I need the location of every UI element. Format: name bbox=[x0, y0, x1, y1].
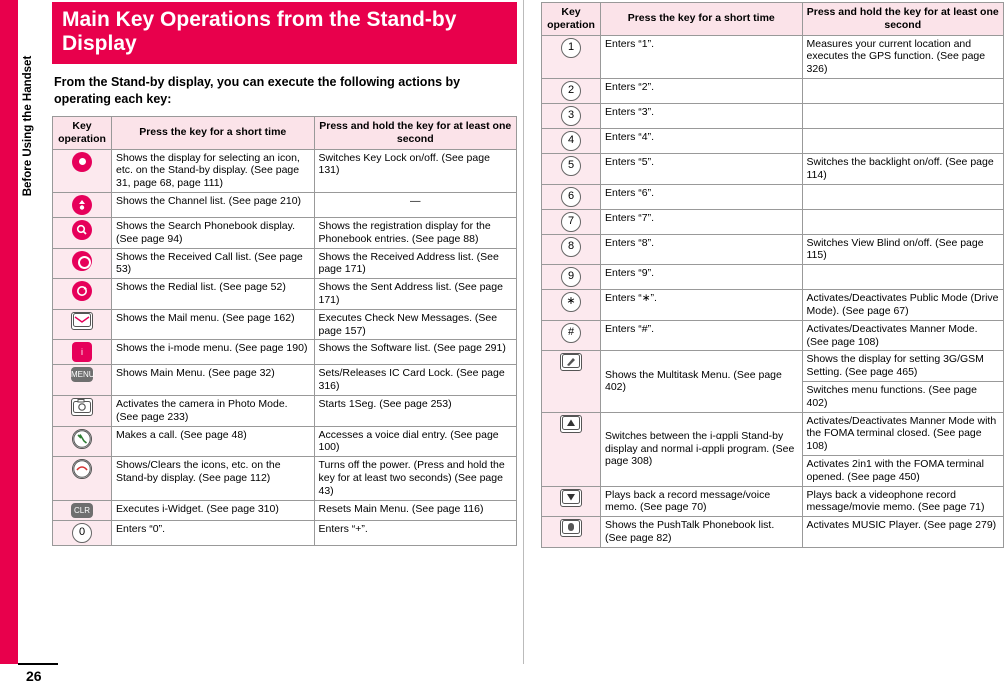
key-7-glyph: 7 bbox=[561, 212, 581, 232]
side-up-key-icon bbox=[542, 412, 601, 486]
key-1-icon bbox=[542, 35, 601, 78]
header-key-operation: Key operation bbox=[53, 117, 112, 150]
row-short-text: Shows the Channel list. (See page 210) bbox=[112, 193, 315, 218]
pushtalk-key-glyph bbox=[560, 519, 582, 537]
row-long-text: Shows the Sent Address list. (See page 171) bbox=[314, 279, 517, 310]
row-short-text: Enters “4”. bbox=[601, 128, 803, 153]
key-3-icon bbox=[542, 103, 601, 128]
camera-key-icon bbox=[53, 395, 112, 426]
row-long-text: Shows the registration display for the Phonebook entries. (See page 88) bbox=[314, 218, 517, 249]
table-row bbox=[53, 395, 517, 426]
row-long-text bbox=[802, 103, 1004, 128]
row-long-text-1: Activates/Deactivates Manner Mode with the FOMA terminal closed. (See page 108) bbox=[802, 412, 1004, 455]
header-long-press: Press and hold the key for at least one second bbox=[314, 117, 517, 150]
imode-key-glyph: i bbox=[72, 342, 92, 362]
row-long-text: Shows the Received Address list. (See page 171) bbox=[314, 248, 517, 279]
pushtalk-key-icon bbox=[542, 517, 601, 548]
row-long-text: Activates/Deactivates Manner Mode. (See page 108) bbox=[802, 320, 1004, 351]
row-short-text: Enters “8”. bbox=[601, 234, 803, 265]
row-short-text: Enters “9”. bbox=[601, 265, 803, 290]
received-call-key-glyph bbox=[72, 251, 92, 271]
center-select-key-icon bbox=[53, 149, 112, 192]
page-number: 26 bbox=[26, 668, 42, 684]
chapter-sidebar-strip bbox=[0, 0, 18, 664]
key-4-glyph: 4 bbox=[561, 131, 581, 151]
row-long-text-2: Switches menu functions. (See page 402) bbox=[802, 381, 1004, 412]
imode-key-icon bbox=[53, 340, 112, 365]
row-long-text: Starts 1Seg. (See page 253) bbox=[314, 395, 517, 426]
zero-key-glyph: 0 bbox=[72, 523, 92, 543]
row-short-text: Shows the PushTalk Phonebook list. (See page 82) bbox=[601, 517, 803, 548]
row-long-text: Turns off the power. (Press and hold the key for at least two seconds) (See page 43) bbox=[314, 457, 517, 500]
row-short-text: Shows the Search Phonebook display. (See page 94) bbox=[112, 218, 315, 249]
menu-key-icon bbox=[53, 365, 112, 396]
table-row bbox=[542, 412, 1004, 455]
column-divider bbox=[523, 0, 524, 664]
table-row bbox=[542, 517, 1004, 548]
table-row bbox=[53, 218, 517, 249]
row-short-text: Activates the camera in Photo Mode. (See page 233) bbox=[112, 395, 315, 426]
row-short-text: Enters “∗”. bbox=[601, 290, 803, 321]
center-select-key-glyph bbox=[72, 152, 92, 172]
multitask-key-icon bbox=[542, 351, 601, 412]
row-short-text: Enters “7”. bbox=[601, 209, 803, 234]
table-row bbox=[542, 320, 1004, 351]
row-long-text: Plays back a videophone record message/movie memo. (See page 71) bbox=[802, 486, 1004, 517]
table-row bbox=[542, 209, 1004, 234]
call-key-glyph bbox=[72, 429, 92, 449]
key-star-glyph: ∗ bbox=[561, 292, 581, 312]
camera-key-glyph bbox=[71, 398, 93, 416]
table-row bbox=[542, 184, 1004, 209]
table-row bbox=[542, 351, 1004, 382]
table-row bbox=[53, 365, 517, 396]
table-row bbox=[53, 149, 517, 192]
table-row bbox=[542, 103, 1004, 128]
key-4-icon bbox=[542, 128, 601, 153]
mail-key-icon bbox=[53, 309, 112, 340]
table-row bbox=[542, 234, 1004, 265]
key-hash-glyph: # bbox=[561, 323, 581, 343]
key-5-glyph: 5 bbox=[561, 156, 581, 176]
redial-key-icon bbox=[53, 279, 112, 310]
row-long-text: Switches the backlight on/off. (See page 114) bbox=[802, 153, 1004, 184]
up-key-icon bbox=[53, 193, 112, 218]
left-column bbox=[52, 0, 517, 546]
received-call-key-icon bbox=[53, 248, 112, 279]
table-row bbox=[53, 248, 517, 279]
row-long-text bbox=[802, 128, 1004, 153]
row-long-text: Enters “+”. bbox=[314, 520, 517, 545]
table-row bbox=[542, 265, 1004, 290]
table-row bbox=[53, 457, 517, 500]
table-row bbox=[542, 78, 1004, 103]
row-long-text bbox=[802, 78, 1004, 103]
row-short-text: Enters “#”. bbox=[601, 320, 803, 351]
row-long-text: Accesses a voice dial entry. (See page 100) bbox=[314, 426, 517, 457]
multitask-key-glyph bbox=[560, 353, 582, 371]
key-3-glyph: 3 bbox=[561, 106, 581, 126]
header-short-press: Press the key for a short time bbox=[601, 3, 803, 36]
key-2-glyph: 2 bbox=[561, 81, 581, 101]
end-key-glyph bbox=[72, 459, 92, 479]
key-hash-icon bbox=[542, 320, 601, 351]
row-short-text: Enters “1”. bbox=[601, 35, 803, 78]
row-short-text: Enters “2”. bbox=[601, 78, 803, 103]
row-long-text: Activates MUSIC Player. (See page 279) bbox=[802, 517, 1004, 548]
row-short-text: Shows the Mail menu. (See page 162) bbox=[112, 309, 315, 340]
row-long-text-1: Shows the display for setting 3G/GSM Setting. (See page 465) bbox=[802, 351, 1004, 382]
table-row bbox=[53, 520, 517, 545]
page-footer-rule bbox=[18, 663, 58, 665]
row-short-text: Shows the display for selecting an icon, etc. on the Stand-by display. (See page 31, page 68, page 111) bbox=[112, 149, 315, 192]
row-short-text: Makes a call. (See page 48) bbox=[112, 426, 315, 457]
row-long-text: Sets/Releases IC Card Lock. (See page 316) bbox=[314, 365, 517, 396]
row-short-text: Enters “3”. bbox=[601, 103, 803, 128]
row-long-text bbox=[802, 184, 1004, 209]
table-row bbox=[53, 279, 517, 310]
chapter-sidebar-label: Before Using the Handset bbox=[22, 55, 34, 197]
row-short-text: Shows the Multitask Menu. (See page 402) bbox=[601, 351, 803, 412]
key-6-glyph: 6 bbox=[561, 187, 581, 207]
row-long-text: Shows the Software list. (See page 291) bbox=[314, 340, 517, 365]
key-1-glyph: 1 bbox=[561, 38, 581, 58]
row-short-text: Executes i-Widget. (See page 310) bbox=[112, 500, 315, 520]
row-short-text: Shows Main Menu. (See page 32) bbox=[112, 365, 315, 396]
table-row bbox=[542, 486, 1004, 517]
row-long-text bbox=[802, 209, 1004, 234]
table-row bbox=[53, 500, 517, 520]
clear-key-glyph: CLR bbox=[71, 503, 93, 518]
row-long-text: Resets Main Menu. (See page 116) bbox=[314, 500, 517, 520]
key-9-glyph: 9 bbox=[561, 267, 581, 287]
row-short-text: Shows/Clears the icons, etc. on the Stand-by display. (See page 112) bbox=[112, 457, 315, 500]
key-8-icon bbox=[542, 234, 601, 265]
clear-key-icon bbox=[53, 500, 112, 520]
key-star-icon bbox=[542, 290, 601, 321]
right-key-table bbox=[541, 2, 1004, 548]
menu-key-glyph: MENU bbox=[71, 367, 93, 382]
row-long-text: Switches Key Lock on/off. (See page 131) bbox=[314, 149, 517, 192]
table-row bbox=[542, 153, 1004, 184]
side-down-key-icon bbox=[542, 486, 601, 517]
table-row bbox=[542, 128, 1004, 153]
table-row bbox=[542, 290, 1004, 321]
table-row bbox=[53, 309, 517, 340]
key-6-icon bbox=[542, 184, 601, 209]
row-long-text bbox=[802, 265, 1004, 290]
side-down-key-glyph bbox=[560, 489, 582, 507]
header-key-operation: Key operation bbox=[542, 3, 601, 36]
table-row bbox=[53, 426, 517, 457]
row-long-text: Switches View Blind on/off. (See page 115) bbox=[802, 234, 1004, 265]
left-key-table bbox=[52, 116, 517, 546]
row-short-text: Plays back a record message/voice memo. (See page 70) bbox=[601, 486, 803, 517]
key-2-icon bbox=[542, 78, 601, 103]
row-short-text: Enters “0”. bbox=[112, 520, 315, 545]
key-7-icon bbox=[542, 209, 601, 234]
row-long-text: — bbox=[314, 193, 517, 218]
row-long-text: Measures your current location and executes the GPS function. (See page 326) bbox=[802, 35, 1004, 78]
header-long-press: Press and hold the key for at least one second bbox=[802, 3, 1004, 36]
row-short-text: Switches between the i-αppli Stand-by display and normal i-αppli program. (See page 308) bbox=[601, 412, 803, 486]
search-phonebook-key-icon bbox=[53, 218, 112, 249]
intro-paragraph: From the Stand-by display, you can execute the following actions by operating each key: bbox=[54, 75, 461, 107]
table-header-row bbox=[53, 117, 517, 150]
table-row bbox=[53, 193, 517, 218]
redial-key-glyph bbox=[72, 281, 92, 301]
key-5-icon bbox=[542, 153, 601, 184]
zero-key-icon bbox=[53, 520, 112, 545]
key-8-glyph: 8 bbox=[561, 237, 581, 257]
mail-key-glyph bbox=[71, 312, 93, 330]
end-key-icon bbox=[53, 457, 112, 500]
side-up-key-glyph bbox=[560, 415, 582, 433]
row-short-text: Enters “6”. bbox=[601, 184, 803, 209]
row-long-text: Activates/Deactivates Public Mode (Drive Mode). (See page 67) bbox=[802, 290, 1004, 321]
right-column bbox=[541, 0, 1004, 548]
row-short-text: Shows the Received Call list. (See page 53) bbox=[112, 248, 315, 279]
row-short-text: Shows the i-mode menu. (See page 190) bbox=[112, 340, 315, 365]
key-9-icon bbox=[542, 265, 601, 290]
page-title: Main Key Operations from the Stand-by Display bbox=[52, 2, 517, 64]
table-header-row bbox=[542, 3, 1004, 36]
search-phonebook-key-glyph bbox=[72, 220, 92, 240]
row-long-text: Executes Check New Messages. (See page 157) bbox=[314, 309, 517, 340]
table-row bbox=[542, 35, 1004, 78]
row-short-text: Shows the Redial list. (See page 52) bbox=[112, 279, 315, 310]
up-key-glyph bbox=[72, 195, 92, 215]
row-short-text: Enters “5”. bbox=[601, 153, 803, 184]
header-short-press: Press the key for a short time bbox=[112, 117, 315, 150]
row-long-text-2: Activates 2in1 with the FOMA terminal opened. (See page 450) bbox=[802, 455, 1004, 486]
table-row bbox=[53, 340, 517, 365]
call-key-icon bbox=[53, 426, 112, 457]
